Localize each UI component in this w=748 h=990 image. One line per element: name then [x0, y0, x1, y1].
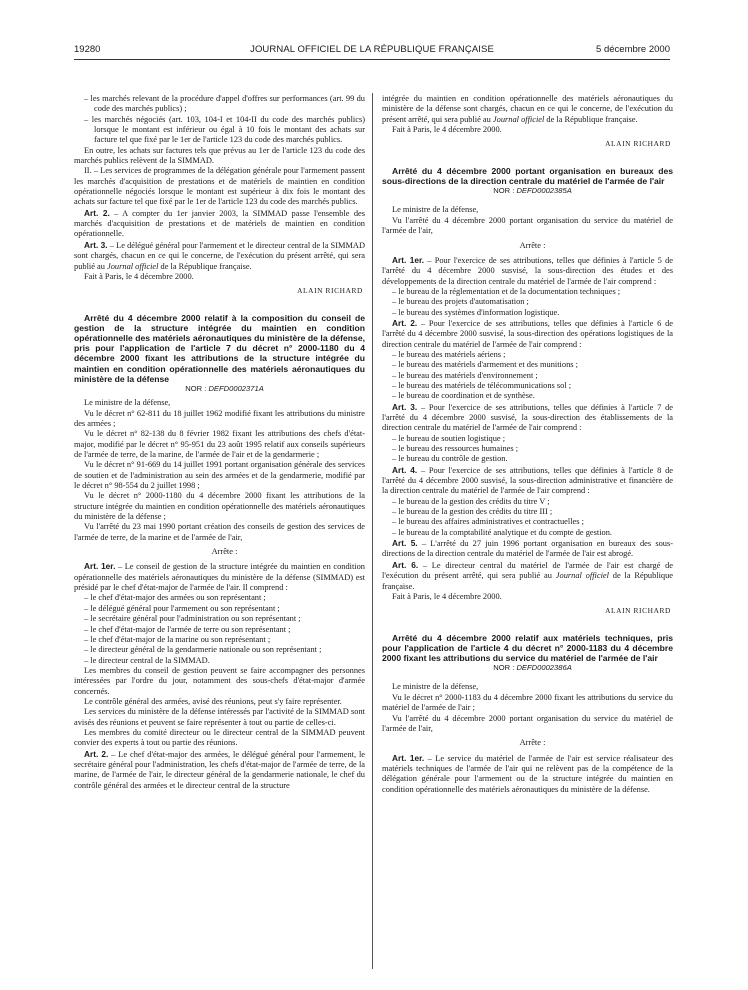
minister-line: Le ministre de la défense, [392, 682, 479, 692]
article-label: Art. 2. [84, 748, 109, 759]
paragraph: Le contrôle général des armées, avisé des réunions, peut s'y faire représenter. [84, 696, 342, 706]
article-label: Art. 1er. [392, 752, 425, 763]
arrete-heading: Arrête : [211, 547, 238, 557]
article-label: Art. 4. [392, 464, 418, 475]
list-item: – le bureau des matériels aériens ; [392, 349, 506, 359]
visa: Vu l'arrêté du 4 décembre 2000 portant organisation du service du matériel de l'armée de l'air, [382, 713, 673, 733]
list-item: – le directeur central de la SIMMAD. [84, 655, 210, 665]
article-label: Art. 3. [84, 239, 108, 250]
paragraph: Les services du ministère de la défense intéressés par l'activité de la SIMMAD sont avisés des réunions et peuvent se faire représenter à tout ou partie de celles-ci. [74, 707, 365, 727]
article-3: Art. 3. – Pour l'exercice de ses attributions, telles que définies à l'article 7 de l'arrêté du 4 décembre 2000 susvisé, la sous-direction des établissements de la direction centrale du matériel de l'armée de l'air comprend : [382, 401, 674, 433]
list-item: – le bureau des matériels d'armement et des munitions ; [392, 360, 578, 370]
nor-reference: NOR : DEFD0002386A [493, 663, 572, 673]
paragraph: intégrée du maintien en condition opérationnelle des matériels aéronautiques du ministère de la défense sont chargés, chacun en ce qui le concerne, de l'exécution du présent arrêté, qui sera publié au Journal officiel de la République française. [382, 94, 673, 124]
article-6: Art. 6. – Le directeur central du matériel de l'armée de l'air est chargé de l'exécution du présent arrêté, qui sera publié au Journal officiel de la République française. [382, 559, 674, 591]
list-item: – le secrétaire général pour l'administration ou son représentant ; [84, 614, 301, 624]
list-item: – le bureau des matériels d'environnement ; [392, 370, 538, 380]
minister-line: Le ministre de la défense, [84, 398, 171, 408]
article-label: Art. 2. [84, 207, 110, 218]
decree-title: Arrêté du 4 décembre 2000 portant organisation en bureaux des sous-directions de la direction centrale du matériel de l'armée de l'air [382, 165, 673, 186]
list-item: – le bureau des affaires administratives et contractuelles ; [392, 517, 584, 527]
article-2: Art. 2. – Pour l'exercice de ses attributions, telles que définies à l'article 6 de l'arrêté du 4 décembre 2000 susvisé, la sous-direction des opérations logistiques de la direction centrale du matériel de l'armée de l'air comprend : [382, 317, 674, 349]
signature: ALAIN RICHARD [605, 606, 671, 616]
page-header [74, 44, 670, 58]
visa: Vu le décret n° 82-138 du 8 février 1982 fixant les attributions des chefs d'état-major, modifié par le décret n° 95-951 du 23 août 1995 relatif aux conseils supérieurs de l'armée de terre, de la marine, de l'armée de l'air et de la gendarmerie ; [74, 429, 365, 460]
signature: ALAIN RICHARD [297, 286, 363, 296]
list-item: – le bureau de coordination et de synthèse. [392, 391, 535, 401]
article-label: Art. 2. [392, 317, 418, 328]
visa: Vu le décret n° 62-811 du 18 juillet 1962 modifié fixant les attributions du ministre des armées ; [74, 408, 365, 428]
article-1: Art. 1er. – Le service du matériel de l'armée de l'air est service réalisateur des matériels techniques de l'armée de l'air qui ne relèvent pas de la compétence de la délégation générale pour l'armement ou de la structure intégrée du maintien en condition opérationnelle des matériels aéronautiques du ministère de la défense. [382, 752, 674, 794]
list-item: – le bureau de la gestion des crédits du titre III ; [392, 507, 553, 517]
article-label: Art. 3. [392, 401, 418, 412]
article-1: Art. 1er. – Pour l'exercice de ses attributions, telles que définies à l'article 5 de l'arrêté du 4 décembre 2000 susvisé, la sous-direction des études et des développements de la direction centrale du matériel de l'armée de l'air comprend : [382, 254, 673, 286]
list-item: – le bureau de soutien logistique ; [392, 433, 506, 443]
nor-reference: NOR : DEFD0002371A [185, 383, 264, 393]
signature: ALAIN RICHARD [605, 139, 671, 149]
list-item: – le bureau des systèmes d'information logistique. [392, 307, 560, 317]
list-item: – le bureau des ressources humaines ; [392, 444, 519, 454]
list-item: – le bureau des projets d'automatisation ; [392, 297, 529, 307]
paragraph: Les membres du conseil de gestion peuvent se faire accompagner des personnes intéressées par l'ordre du jour, notamment des sous-chefs d'état-major d'armée concernés. [74, 665, 365, 696]
arrete-heading: Arrête : [519, 240, 546, 250]
nor-reference: NOR : DEFD0002385A [493, 186, 572, 196]
list-item: – le directeur général de la gendarmerie nationale ou son représentant ; [84, 645, 322, 655]
issue-date: 5 décembre 2000 [596, 44, 670, 55]
done-at: Fait à Paris, le 4 décembre 2000. [392, 125, 502, 135]
article-label: Art. 1er. [392, 254, 425, 265]
list-item: – le bureau du contrôle de gestion. [392, 454, 508, 464]
article-2: Art. 2. – A compter du 1er janvier 2003, la SIMMAD passe l'ensemble des marchés d'acquisition de prestations et de matériels de maintien en condition opérationnelle. [74, 207, 365, 239]
done-at: Fait à Paris, le 4 décembre 2000. [392, 591, 502, 601]
page-number: 19280 [74, 44, 101, 55]
list-item: – le bureau des matériels de télécommunications sol ; [392, 380, 572, 390]
article-label: Art. 5. [392, 538, 418, 549]
arrete-heading: Arrête : [519, 738, 546, 748]
article-label: Art. 1er. [84, 561, 116, 572]
done-at: Fait à Paris, le 4 décembre 2000. [84, 271, 194, 281]
article-4: Art. 4. – Pour l'exercice de ses attributions, telles que définies à l'article 8 de l'arrêté du 4 décembre 2000 susvisé, la sous-direction administrative et financière de la direction centrale du matériel de l'armée de l'air comprend : [382, 464, 674, 496]
list-item: – le bureau de la réglementation et de la documentation techniques ; [392, 286, 621, 296]
list-item: – les marchés négociés (art. 103, 104-I et 104-II du code des marchés publics) lorsque le montant est inférieur ou égal à 10 fois le montant des achats sur facture tel que fixé par le 1er de l'article 123 du code des marchés publics. [84, 114, 365, 145]
list-item: – le bureau de la comptabilité analytique et du compte de gestion. [392, 527, 613, 537]
header-rule [74, 59, 670, 60]
list-item: – le chef d'état-major de la marine ou son représentant ; [84, 634, 271, 644]
article-1: Art. 1er. – Le conseil de gestion de la structure intégrée du maintien en condition opérationnelle des matériels aéronautiques du ministère de la défense (SIMMAD) est présidé par le chef d'état-major de l'armée de l'air. Il comprend : [74, 561, 365, 593]
article-2: Art. 2. – Le chef d'état-major des armées, le délégué général pour l'armement, le secrétaire général pour l'administration, les chefs d'état-major de l'armée de terre, de la marine, de l'armée de l'air, le directeur général de la gendarmerie nationale, le chef du contrôle général des armées et le directeur central de la structure [74, 748, 365, 790]
visa: Vu le décret n° 2000-1180 du 4 décembre 2000 fixant les attributions de la structure intégrée du maintien en condition opérationnelle des matériels aéronautiques du ministère de la défense ; [74, 491, 365, 522]
minister-line: Le ministre de la défense, [392, 205, 479, 215]
article-5: Art. 5. – L'arrêté du 27 juin 1996 portant organisation en bureaux des sous-directions de la direction centrale du matériel de l'armée de l'air est abrogé. [382, 538, 674, 559]
right-column [382, 94, 673, 795]
visa: Vu le décret n° 2000-1183 du 4 décembre 2000 fixant les attributions du service du matériel de l'armée de l'air ; [382, 692, 673, 713]
paragraph: Les membres du comité directeur ou le directeur central de la SIMMAD peuvent convier des experts à tout ou partie des réunions. [74, 727, 365, 748]
column-divider [372, 93, 373, 969]
decree-title: Arrêté du 4 décembre 2000 relatif aux matériels techniques, pris pour l'application de l'article 4 du décret n° 2000-1183 du 4 décembre 2000 fixant les attributions du service du matériel de l'armée de l'air [382, 632, 673, 663]
decree-title: Arrêté du 4 décembre 2000 relatif à la composition du conseil de gestion de la structure intégrée du maintien en condition opérationnelle des matériels aéronautiques du ministère de la défense, pris pour l'application de l'article 7 du décret n° 2000-1180 du 4 décembre 2000 fixant les attributions de la structure intégrée du maintien en condition opérationnelle des matériels aéronautiques du ministère de la défense [74, 312, 365, 384]
list-item: – le bureau de la gestion des crédits du titre V ; [392, 496, 550, 506]
list-item: – le chef d'état-major des armées ou son représentant ; [84, 593, 266, 603]
list-item: – le délégué général pour l'armement ou son représentant ; [84, 603, 280, 613]
article-label: Art. 6. [392, 559, 419, 570]
list-item: – les marchés relevant de la procédure d'appel d'offres sur performances (art. 99 du code des marchés publics) ; [84, 94, 365, 114]
journal-title: JOURNAL OFFICIEL DE LA RÉPUBLIQUE FRANÇAISE [250, 44, 494, 55]
article-3: Art. 3. – Le délégué général pour l'armement et le directeur central de la SIMMAD sont chargés, chacun en ce qui le concerne, de l'exécution du présent arrêté, qui sera publié au Journal officiel de la République française. [74, 239, 365, 271]
paragraph: II. – Les services de programmes de la délégation générale pour l'armement passent les marchés d'acquisition de prestations et de matériels de maintien en condition opérationnelle négociés lorsque le montant est supérieur à dix fois le montant des achats sur facture tel que fixé par le 1er de l'article 123 du code des marchés publics. [74, 166, 365, 207]
list-item: – le chef d'état-major de l'armée de terre ou son représentant ; [84, 624, 291, 634]
visa: Vu le décret n° 91-669 du 14 juillet 1991 portant organisation générale des services de soutien et de l'administration au sein des armées et de la gendarmerie, modifié par le décret n° 98-554 du 2 juillet 1998 ; [74, 460, 365, 491]
visa: Vu l'arrêté du 23 mai 1990 portant création des conseils de gestion des services de l'armée de terre, de la marine et de l'armée de l'air, [74, 522, 365, 542]
paragraph: En outre, les achats sur factures tels que prévus au 1er de l'article 123 du code des marchés publics relèvent de la SIMMAD. [74, 145, 365, 166]
visa: Vu l'arrêté du 4 décembre 2000 portant organisation du service du matériel de l'armée de l'air, [382, 215, 673, 236]
left-column [74, 94, 365, 791]
